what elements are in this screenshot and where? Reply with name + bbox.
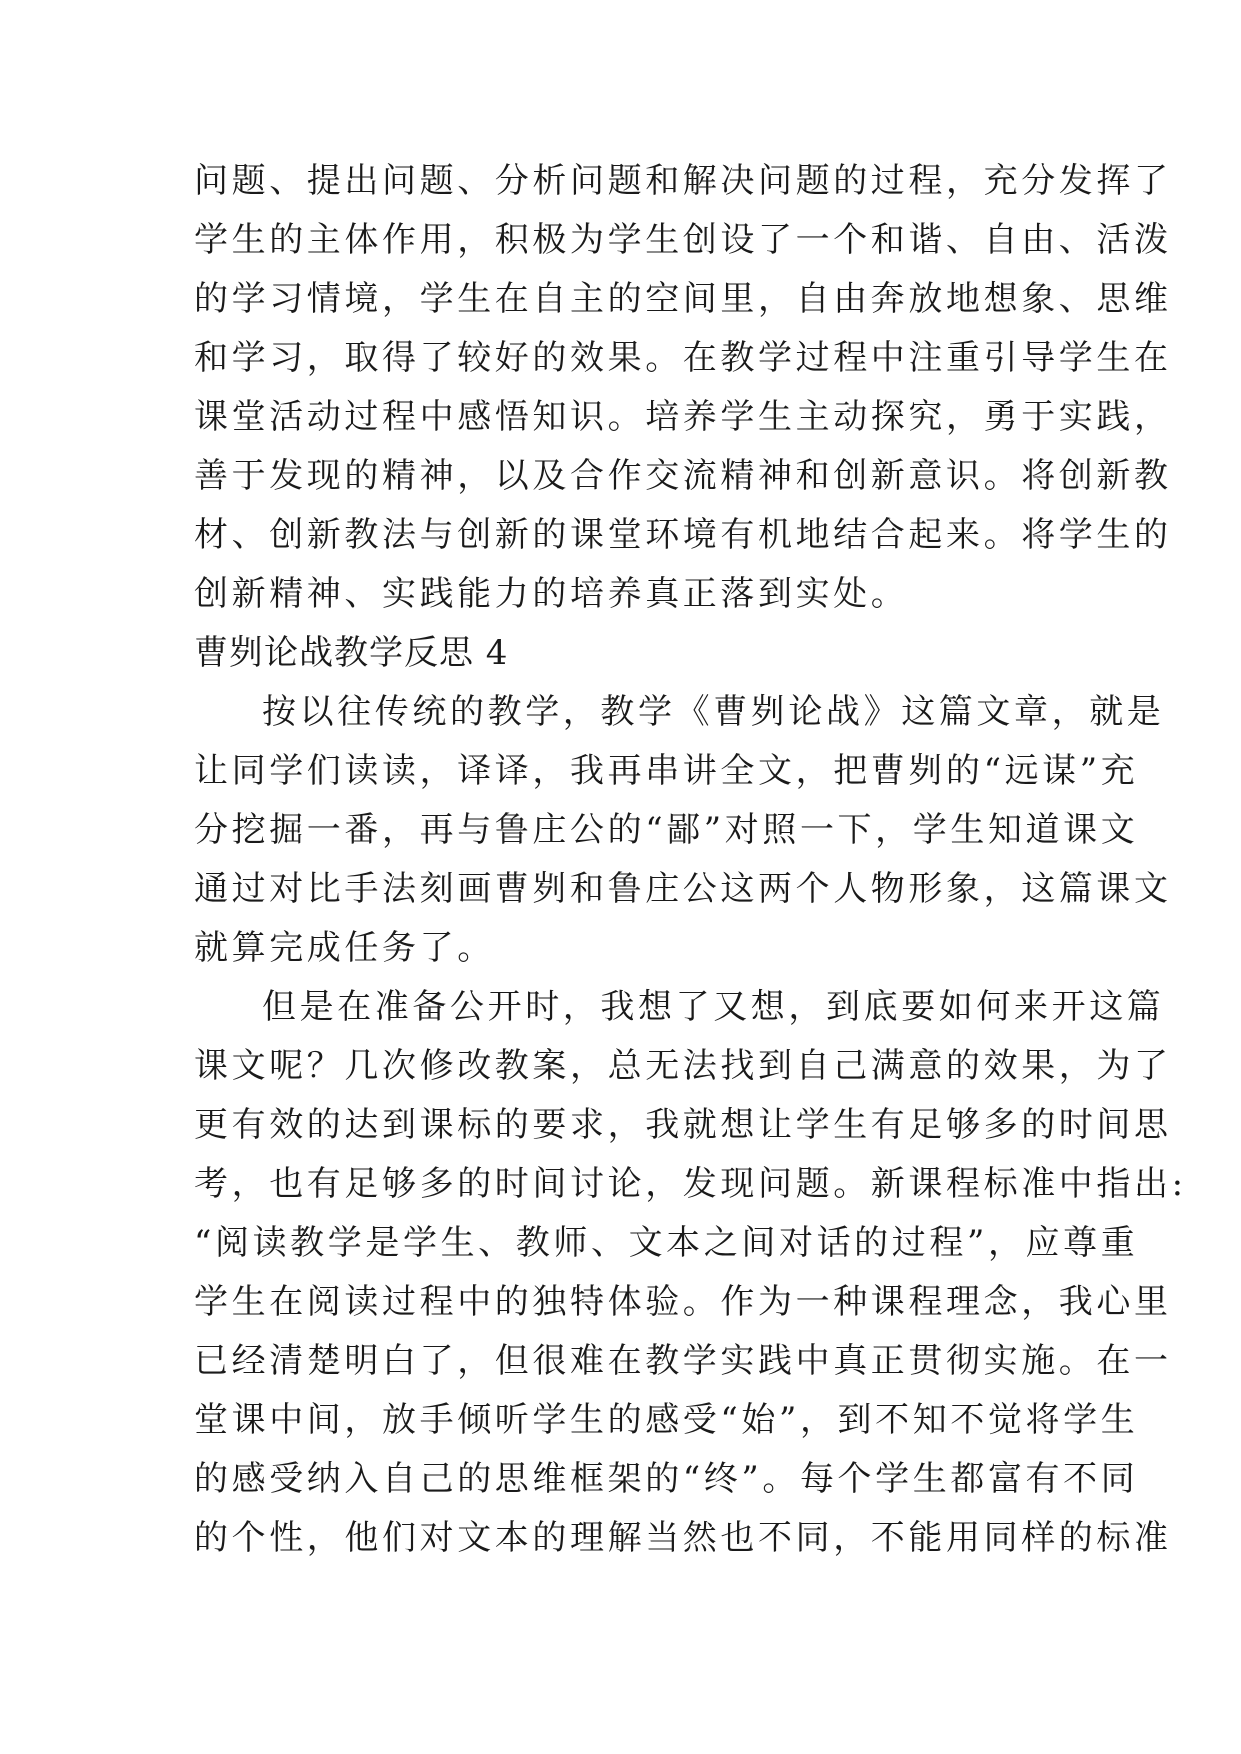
- text-line: 课文呢？几次修改教案，总无法找到自己满意的效果，为了: [194, 1046, 1172, 1086]
- text-line: 学生的主体作用，积极为学生创设了一个和谐、自由、活泼: [194, 220, 1172, 260]
- text-line: 但是在准备公开时，我想了又想，到底要如何来开这篇: [262, 987, 1165, 1027]
- text-line: 和学习，取得了较好的效果。在教学过程中注重引导学生在: [194, 338, 1172, 378]
- text-line: 材、创新教法与创新的课堂环境有机地结合起来。将学生的: [194, 515, 1172, 555]
- document-body: [194, 152, 1187, 1568]
- paragraph-1: [194, 683, 1172, 978]
- section-heading: 曹刿论战教学反思 4: [194, 633, 509, 673]
- text-line: 学生在阅读过程中的独特体验。作为一种课程理念，我心里: [194, 1282, 1172, 1322]
- text-line: 分挖掘一番，再与鲁庄公的“鄙”对照一下，学生知道课文: [194, 810, 1139, 850]
- text-line: 就算完成任务了。: [194, 928, 495, 968]
- text-line: 按以往传统的教学，教学《曹刿论战》这篇文章，就是: [262, 692, 1165, 732]
- text-line: 已经清楚明白了，但很难在教学实践中真正贯彻实施。在一: [194, 1341, 1172, 1381]
- text-line: 让同学们读读，译译，我再串讲全文，把曹刿的“远谋”充: [194, 751, 1139, 791]
- text-line: 的感受纳入自己的思维框架的“终”。每个学生都富有不同: [194, 1459, 1139, 1499]
- text-line: 课堂活动过程中感悟知识。培养学生主动探究，勇于实践，: [194, 397, 1172, 437]
- text-line: 更有效的达到课标的要求，我就想让学生有足够多的时间思: [194, 1105, 1172, 1145]
- text-line: 考，也有足够多的时间讨论，发现问题。新课程标准中指出:: [194, 1164, 1187, 1204]
- text-line: “阅读教学是学生、教师、文本之间对话的过程”，应尊重: [194, 1223, 1139, 1263]
- text-line: 通过对比手法刻画曹刿和鲁庄公这两个人物形象，这篇课文: [194, 869, 1172, 909]
- paragraph-2: [194, 978, 1187, 1568]
- text-line: 创新精神、实践能力的培养真正落到实处。: [194, 574, 909, 614]
- text-line: 善于发现的精神，以及合作交流精神和创新意识。将创新教: [194, 456, 1172, 496]
- paragraph-continued: [194, 152, 1172, 624]
- text-line: 的个性，他们对文本的理解当然也不同，不能用同样的标准: [194, 1518, 1172, 1558]
- text-line: 堂课中间，放手倾听学生的感受“始”，到不知不觉将学生: [194, 1400, 1139, 1440]
- text-line: 的学习情境，学生在自主的空间里，自由奔放地想象、思维: [194, 279, 1172, 319]
- text-line: 问题、提出问题、分析问题和解决问题的过程，充分发挥了: [194, 161, 1172, 201]
